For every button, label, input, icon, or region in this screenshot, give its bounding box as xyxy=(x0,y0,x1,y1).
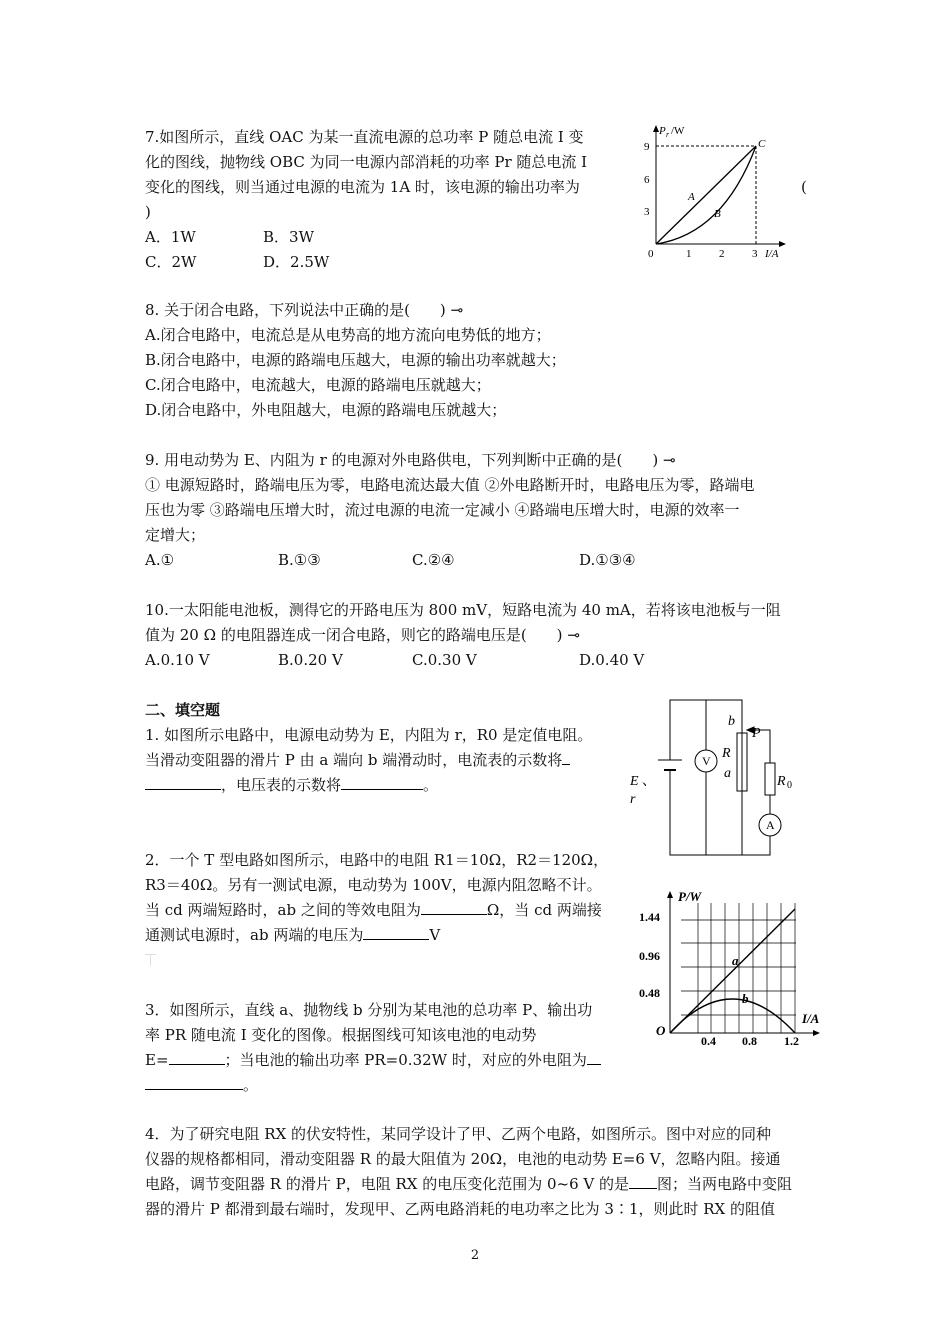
q8-option-c: C.闭合电路中，电流越大，电源的路端电压就越大； xyxy=(145,376,491,394)
q7-line-2: 化的图线，抛物线 OBC 为同一电源内部消耗的功率 Pr 随总电流 I xyxy=(145,153,588,171)
f3-ytick-0-48: 0.48 xyxy=(639,986,660,1000)
q8-stem-text: 8. 关于闭合电路，下列说法中正确的是( ) xyxy=(145,301,446,319)
q10-line-1: 10.一太阳能电池板，测得它的开路电压为 800 mV，短路电流为 40 mA，若将该电池板与一阻 xyxy=(145,601,781,619)
q7-block xyxy=(145,125,645,275)
f2-line-3b: Ω，当 cd 两端接 xyxy=(486,901,602,919)
f3-xtick-0-8: 0.8 xyxy=(742,1034,757,1047)
q9-line-1: ① 电源短路时，路端电压为零，电路电流达最大值 ②外电路断开时，电路电压为零，路端电 xyxy=(145,476,755,494)
f3-blank-2b[interactable] xyxy=(145,1073,243,1090)
q7-ytick-9: 9 xyxy=(644,141,650,153)
q7-graph-ylabel: P xyxy=(659,125,666,137)
fill3-block xyxy=(145,998,635,1098)
f2-line-4b: V xyxy=(429,926,441,944)
section-title: 二、填空题 xyxy=(145,701,221,719)
q8-option-d: D.闭合电路中，外电阻越大，电源的路端电压就越大； xyxy=(145,401,507,419)
fill1-block xyxy=(145,698,625,798)
f3-line-2: 率 PR 随电流 I 变化的图像。根据图线可知该电池的电动势 xyxy=(145,1026,537,1044)
q7-graph-ylabel-sub: r xyxy=(666,130,670,139)
f1-line-1: 1. 如图所示电路中，电源电动势为 E，内阻为 r，R0 是定值电阻。 xyxy=(145,726,593,744)
q7-curve-a-label: A xyxy=(688,191,695,203)
f3-xtick-0-4: 0.4 xyxy=(701,1034,716,1047)
f1-voltmeter-label: V xyxy=(702,754,711,768)
anchor-icon: ⏉ xyxy=(145,954,156,967)
f2-line-4 xyxy=(145,923,635,948)
f3-origin: O xyxy=(656,1023,666,1038)
q7-line-1: 7.如图所示，直线 OAC 为某一直流电源的总功率 P 随总电流 I 变 xyxy=(145,128,584,146)
q8-option-b: B.闭合电路中，电源的路端电压越大，电源的输出功率就越大； xyxy=(145,351,566,369)
f2-blank-2[interactable] xyxy=(363,923,429,940)
f3-blank-2a[interactable] xyxy=(587,1048,601,1065)
f2-line-1: 2．一个 T 型电路如图所示，电路中的电阻 R1＝10Ω，R2＝120Ω， xyxy=(145,851,609,869)
f1-label-r: R xyxy=(722,746,731,761)
f3-graph xyxy=(636,885,832,1047)
f1-label-a: a xyxy=(724,766,731,781)
q7-line-3: 变化的图线，则当通过电源的电流为 1A 时，该电源的输出功率为 xyxy=(145,178,580,196)
q7-xtick-1: 1 xyxy=(686,248,692,260)
f1-line-2-text: 当滑动变阻器的滑片 P 由 a 端向 b 端滑动时，电流表的示数将 xyxy=(145,751,563,769)
f1-line-3-mid: ，电压表的示数将 xyxy=(221,776,342,794)
doodle-icon: ⊸ xyxy=(567,626,580,644)
f1-line-3-end: 。 xyxy=(423,776,439,794)
q7-paren-close: ) xyxy=(145,203,151,221)
q7-xtick-3: 3 xyxy=(752,248,758,260)
f4-line-4: 器的滑片 P 都滑到最右端时，发现甲、乙两电路消耗的电功率之比为 3∶1，则此时 RX 的阻值 xyxy=(145,1200,775,1218)
q7-graph-xlabel: I/A xyxy=(765,248,779,260)
q7-option-d: D．2.5W xyxy=(263,253,330,271)
q10-line-2-text: 值为 20 Ω 的电阻器连成一闭合电路，则它的路端电压是( ) xyxy=(145,626,563,644)
q7-xtick-0: 0 xyxy=(648,248,654,260)
f3-curve-b-label: b xyxy=(742,991,749,1006)
f2-line-3a: 当 cd 两端短路时，ab 之间的等效电阻为 xyxy=(145,901,421,919)
q8-stem xyxy=(145,298,805,323)
q10-option-c: C.0.30 V xyxy=(412,651,477,669)
q7-curve-b-label: B xyxy=(714,208,721,220)
q7-ytick-6: 6 xyxy=(644,174,650,186)
f3-line-3 xyxy=(145,1048,635,1073)
f3-line-3b: ；当电池的输出功率 PR=0.32W 时，对应的外电阻为 xyxy=(224,1051,587,1069)
q7-xtick-2: 2 xyxy=(719,248,725,260)
f1-label-e: E xyxy=(630,774,639,789)
q10-option-d: D.0.40 V xyxy=(579,651,645,669)
q7-ytick-3: 3 xyxy=(644,206,650,218)
fill2-block xyxy=(145,848,635,973)
f1-label-sep: 、 xyxy=(642,774,656,789)
f1-label-r-internal: r xyxy=(630,792,636,807)
f3-line-3a: E= xyxy=(145,1051,169,1069)
f4-line-3 xyxy=(145,1172,810,1197)
q7-option-a: A．1W xyxy=(145,228,196,246)
f3-ytick-1-44: 1.44 xyxy=(639,910,660,924)
q7-option-c: C．2W xyxy=(145,253,197,271)
page-number: 2 xyxy=(470,1248,480,1263)
q9-stem-text: 9. 用电动势为 E、内阻为 r 的电源对外电路供电，下列判断中正确的是( ) xyxy=(145,451,659,469)
f1-label-r0: R xyxy=(777,774,786,789)
f2-line-2: R3＝40Ω。另有一测试电源，电动势为 100V，电源内阻忽略不计。 xyxy=(145,876,602,894)
doodle-icon: ⊸ xyxy=(663,451,676,469)
q10-option-a: A.0.10 V xyxy=(145,651,210,669)
q9-block xyxy=(145,448,810,573)
f1-line-2 xyxy=(145,748,625,773)
q9-line-2: 压也为零 ③路端电压增大时，流过电源的电流一定减小 ④路端电压增大时，电源的效率一 xyxy=(145,501,740,519)
q9-line-3: 定增大； xyxy=(145,526,206,544)
f3-line-4-text: 。 xyxy=(243,1076,259,1094)
f1-ammeter-label: A xyxy=(766,818,775,832)
q7-graph xyxy=(638,122,788,262)
f1-label-p: P xyxy=(752,726,761,741)
f3-line-4 xyxy=(145,1073,635,1098)
q8-option-a: A.闭合电路中，电流总是从电势高的地方流向电势低的地方； xyxy=(145,326,551,344)
q8-block xyxy=(145,298,805,423)
q7-graph-ylabel-unit: /W xyxy=(671,125,685,137)
f2-line-4a: 通测试电源时，ab 两端的电压为 xyxy=(145,926,364,944)
q9-option-d: D.①③④ xyxy=(579,551,636,569)
q9-option-a: A.① xyxy=(145,551,175,569)
f2-line-3 xyxy=(145,898,635,923)
f1-blank-2[interactable] xyxy=(341,773,423,790)
q9-stem xyxy=(145,448,810,473)
f2-blank-1[interactable] xyxy=(421,898,487,915)
f1-blank-1a[interactable] xyxy=(562,748,570,765)
f1-label-r0-sub: 0 xyxy=(787,780,792,791)
f1-circuit xyxy=(622,695,802,863)
q10-line-2 xyxy=(145,623,810,648)
f1-blank-1b[interactable] xyxy=(145,773,221,790)
f4-line-1: 4．为了研究电阻 RX 的伏安特性，某同学设计了甲、乙两个电路，如图所示。图中对应的同种 xyxy=(145,1125,772,1143)
q7-paren-open: ( xyxy=(801,178,807,196)
fill4-block xyxy=(145,1122,810,1222)
q10-block xyxy=(145,598,810,673)
f4-line-3a: 电路，调节变阻器 R 的滑片 P，电阻 RX 的电压变化范围为 0~6 V 的是 xyxy=(145,1175,629,1193)
doodle-icon: ⊸ xyxy=(450,301,464,319)
f4-line-3b: 图；当两电路中变阻 xyxy=(657,1175,793,1193)
f3-blank-1[interactable] xyxy=(169,1048,225,1065)
q7-option-b: B．3W xyxy=(263,228,314,246)
f1-line-3 xyxy=(145,773,625,798)
q10-option-b: B.0.20 V xyxy=(278,651,343,669)
f3-graph-xlabel: I/A xyxy=(802,1011,820,1026)
f4-blank-1[interactable] xyxy=(629,1172,657,1189)
f3-xtick-1-2: 1.2 xyxy=(784,1034,799,1047)
q9-option-b: B.①③ xyxy=(278,551,321,569)
q9-option-c: C.②④ xyxy=(412,551,455,569)
f3-line-1: 3．如图所示，直线 a、抛物线 b 分别为某电池的总功率 P、输出功 xyxy=(145,1001,593,1019)
f1-label-b: b xyxy=(728,714,735,729)
f4-line-2: 仪器的规格都相同，滑动变阻器 R 的最大阻值为 20Ω，电池的电动势 E=6 V，忽略内阻。接通 xyxy=(145,1150,781,1168)
f3-ytick-0-96: 0.96 xyxy=(639,949,660,963)
q7-point-c: C xyxy=(758,138,766,150)
f3-curve-a-label: a xyxy=(732,953,739,968)
f3-graph-ylabel: P/W xyxy=(678,889,702,904)
